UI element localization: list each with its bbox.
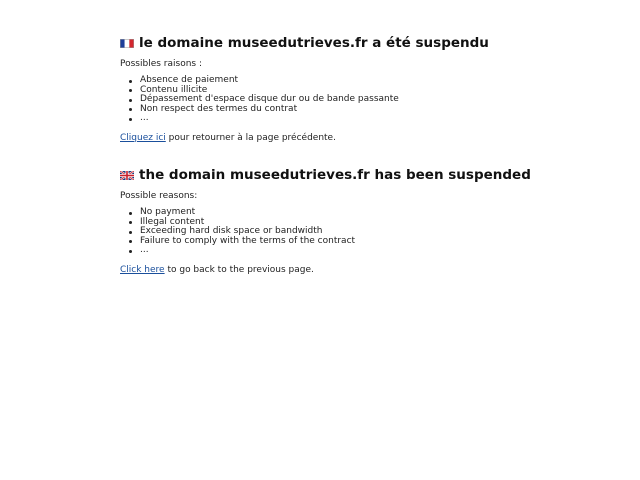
english-back-line: [120, 264, 620, 276]
list-item: No payment: [120, 208, 620, 218]
list-item: Failure to comply with the terms of the contract: [120, 237, 620, 247]
french-reasons-label: Possibles raisons :: [120, 59, 202, 69]
list-item: Absence de paiement: [120, 76, 620, 86]
list-item: Illegal content: [120, 218, 620, 228]
english-heading: [120, 166, 620, 184]
french-back-line: [120, 132, 620, 144]
french-reasons-list: [120, 76, 620, 124]
english-reasons-list: [120, 208, 620, 256]
english-title: the domain museedutrieves.fr has been suspended: [139, 167, 531, 183]
list-item: Contenu illicite: [120, 86, 620, 96]
french-heading: [120, 34, 620, 52]
list-item: Non respect des termes du contrat: [120, 105, 620, 115]
english-section: [120, 166, 620, 276]
french-back-link[interactable]: Cliquez ici: [120, 132, 166, 143]
english-reasons-label: Possible reasons:: [120, 191, 198, 201]
english-back-text: to go back to the previous page.: [164, 264, 314, 275]
list-item: ...: [120, 246, 620, 256]
french-section: [120, 34, 620, 144]
flag-uk-icon: [120, 171, 134, 180]
flag-france-icon: [120, 39, 134, 48]
french-title: le domaine museedutrieves.fr a été suspendu: [139, 35, 489, 51]
list-item: Exceeding hard disk space or bandwidth: [120, 227, 620, 237]
french-back-text: pour retourner à la page précédente.: [165, 132, 336, 143]
english-back-link[interactable]: Click here: [120, 264, 165, 275]
list-item: ...: [120, 114, 620, 124]
list-item: Dépassement d'espace disque dur ou de bande passante: [120, 95, 620, 105]
